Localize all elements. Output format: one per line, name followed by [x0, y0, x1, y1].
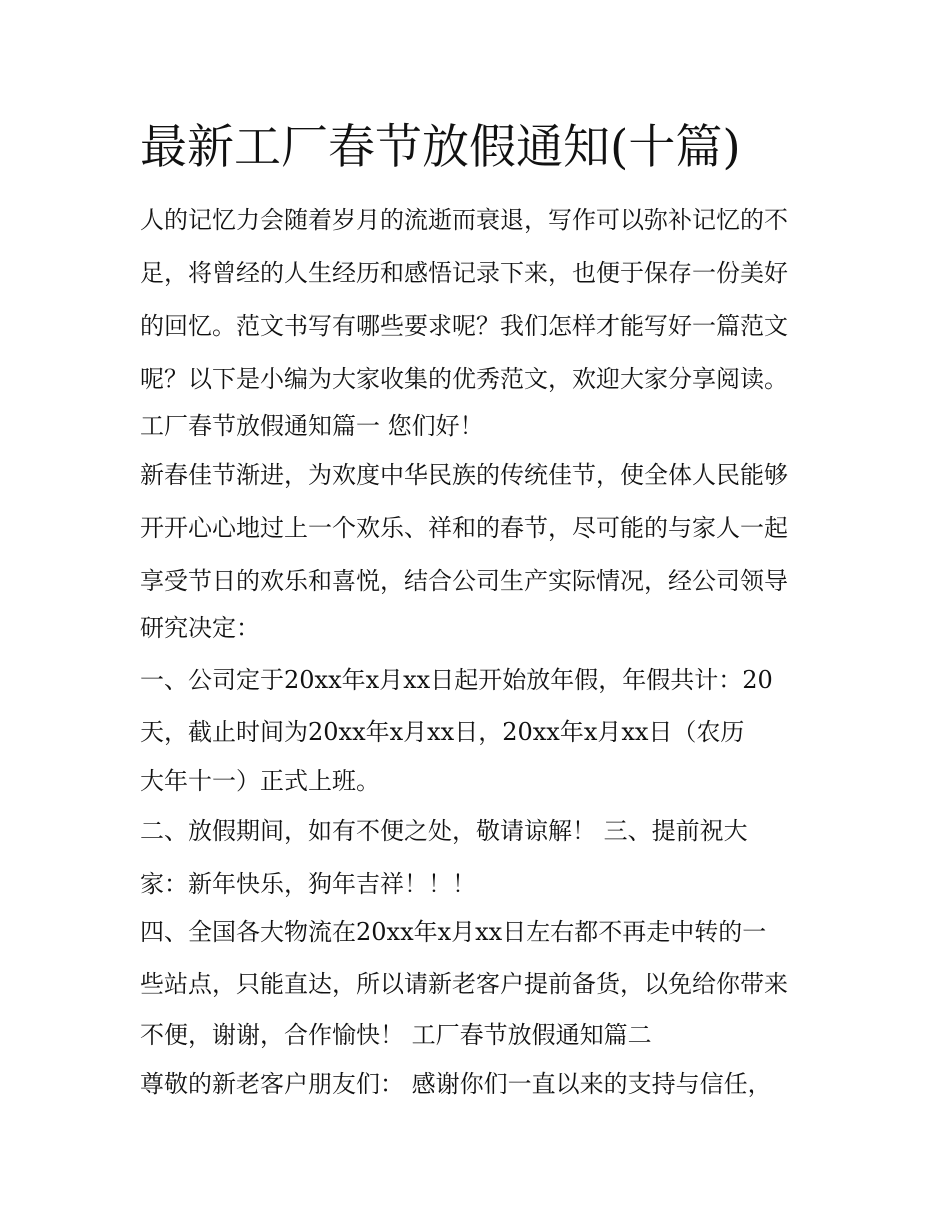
paragraph-line: 新春佳节渐进，为欢度中华民族的传统佳节，使全体人民能够 [140, 461, 788, 489]
document-title: 最新工厂春节放假通知(十篇) [140, 120, 741, 175]
paragraph-line: 享受节日的欢乐和喜悦，结合公司生产实际情况，经公司领导 [140, 567, 788, 595]
paragraph-line: 尊敬的新老客户朋友们： 感谢你们一直以来的支持与信任， [140, 1070, 772, 1098]
paragraph-line: 天，截止时间为20xx年x月xx日，20xx年x月xx日（农历 [140, 718, 745, 746]
section-heading-line: 工厂春节放假通知篇一 您们好！ [140, 412, 484, 440]
paragraph-line: 不便，谢谢，合作愉快！ 工厂春节放假通知篇二 [140, 1021, 652, 1049]
paragraph-line: 足，将曾经的人生经历和感悟记录下来，也便于保存一份美好 [140, 259, 788, 287]
paragraph-line: 的回忆。范文书写有哪些要求呢？我们怎样才能写好一篇范文 [140, 312, 788, 340]
paragraph-line: 一、公司定于20xx年x月xx日起开始放年假，年假共计：20 [140, 666, 773, 694]
paragraph-line: 家：新年快乐，狗年吉祥！！！ [140, 870, 476, 898]
paragraph-line: 呢？以下是小编为大家收集的优秀范文，欢迎大家分享阅读。 [140, 365, 788, 393]
paragraph-line: 大年十一）正式上班。 [140, 767, 380, 795]
paragraph-line: 二、放假期间，如有不便之处，敬请谅解！ 三、提前祝大 [140, 817, 748, 845]
paragraph-line: 些站点，只能直达，所以请新老客户提前备货，以免给你带来 [140, 970, 788, 998]
paragraph-line: 人的记忆力会随着岁月的流逝而衰退，写作可以弥补记忆的不 [140, 206, 788, 234]
paragraph-line: 四、全国各大物流在20xx年x月xx日左右都不再走中转的一 [140, 918, 767, 946]
paragraph-line: 研究决定： [140, 614, 260, 642]
paragraph-line: 开开心心地过上一个欢乐、祥和的春节，尽可能的与家人一起 [140, 514, 788, 542]
